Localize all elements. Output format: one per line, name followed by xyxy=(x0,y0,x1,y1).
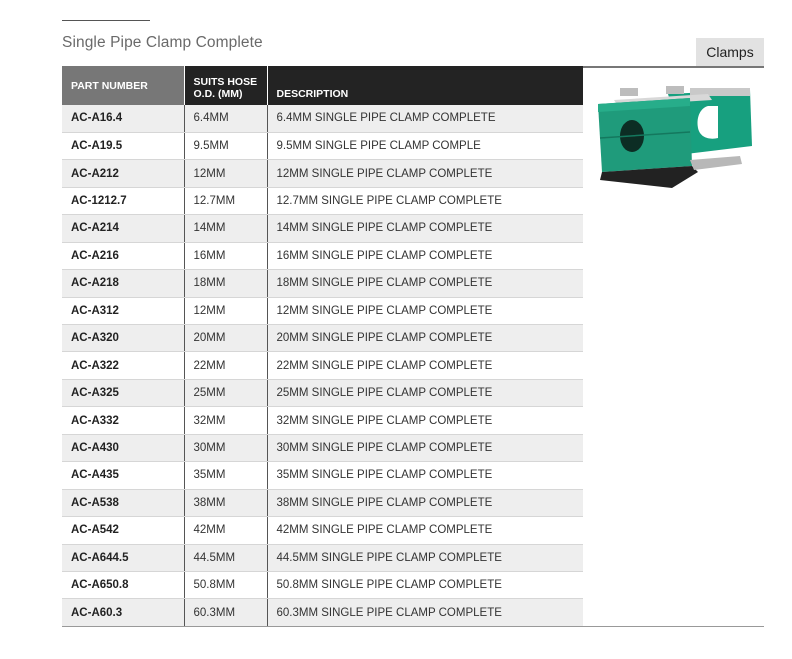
cell-part-number: AC-A538 xyxy=(62,489,184,516)
cell-description: 16MM SINGLE PIPE CLAMP COMPLETE xyxy=(267,242,583,269)
cell-hose-od: 20MM xyxy=(184,325,267,352)
table-row xyxy=(62,352,583,379)
cell-hose-od: 12MM xyxy=(184,297,267,324)
cell-hose-od: 30MM xyxy=(184,434,267,461)
cell-hose-od: 50.8MM xyxy=(184,571,267,598)
cell-hose-od: 38MM xyxy=(184,489,267,516)
cell-hose-od: 42MM xyxy=(184,517,267,544)
section-tab-clamps[interactable]: Clamps xyxy=(696,38,764,66)
table-row xyxy=(62,187,583,214)
table-row xyxy=(62,379,583,406)
table-row xyxy=(62,462,583,489)
cell-part-number: AC-A542 xyxy=(62,517,184,544)
bottom-divider xyxy=(62,626,764,627)
table-row xyxy=(62,105,583,132)
cell-part-number: AC-A322 xyxy=(62,352,184,379)
cell-hose-od: 9.5MM xyxy=(184,132,267,159)
cell-hose-od: 12.7MM xyxy=(184,187,267,214)
cell-hose-od: 32MM xyxy=(184,407,267,434)
table-row xyxy=(62,599,583,626)
table-row xyxy=(62,489,583,516)
cell-hose-od: 35MM xyxy=(184,462,267,489)
cell-description: 32MM SINGLE PIPE CLAMP COMPLETE xyxy=(267,407,583,434)
cell-hose-od: 12MM xyxy=(184,160,267,187)
table-row xyxy=(62,407,583,434)
table-row xyxy=(62,434,583,461)
section-divider xyxy=(583,66,764,68)
cell-part-number: AC-A320 xyxy=(62,325,184,352)
cell-part-number: AC-A60.3 xyxy=(62,599,184,626)
cell-hose-od: 22MM xyxy=(184,352,267,379)
cell-description: 20MM SINGLE PIPE CLAMP COMPLETE xyxy=(267,325,583,352)
cell-description: 12.7MM SINGLE PIPE CLAMP COMPLETE xyxy=(267,187,583,214)
cell-hose-od: 60.3MM xyxy=(184,599,267,626)
cell-description: 60.3MM SINGLE PIPE CLAMP COMPLETE xyxy=(267,599,583,626)
cell-hose-od: 14MM xyxy=(184,215,267,242)
table-row xyxy=(62,517,583,544)
table-row xyxy=(62,242,583,269)
cell-description: 12MM SINGLE PIPE CLAMP COMPLETE xyxy=(267,160,583,187)
table-body xyxy=(62,105,583,626)
table-row xyxy=(62,297,583,324)
cell-part-number: AC-A435 xyxy=(62,462,184,489)
cell-hose-od: 44.5MM xyxy=(184,544,267,571)
cell-part-number: AC-A19.5 xyxy=(62,132,184,159)
cell-description: 42MM SINGLE PIPE CLAMP COMPLETE xyxy=(267,517,583,544)
cell-hose-od: 25MM xyxy=(184,379,267,406)
table-row xyxy=(62,270,583,297)
cell-part-number: AC-A212 xyxy=(62,160,184,187)
cell-description: 30MM SINGLE PIPE CLAMP COMPLETE xyxy=(267,434,583,461)
cell-description: 35MM SINGLE PIPE CLAMP COMPLETE xyxy=(267,462,583,489)
cell-hose-od: 18MM xyxy=(184,270,267,297)
table-row xyxy=(62,571,583,598)
header-suits-hose-line2: O.D. (MM) xyxy=(193,88,243,100)
cell-description: 44.5MM SINGLE PIPE CLAMP COMPLETE xyxy=(267,544,583,571)
cell-description: 14MM SINGLE PIPE CLAMP COMPLETE xyxy=(267,215,583,242)
cell-part-number: AC-A430 xyxy=(62,434,184,461)
pipe-clamp-product-image xyxy=(590,76,760,196)
table-row xyxy=(62,544,583,571)
header-part-number: PART NUMBER xyxy=(62,66,184,105)
cell-description: 6.4MM SINGLE PIPE CLAMP COMPLETE xyxy=(267,105,583,132)
header-suits-hose xyxy=(184,66,267,105)
top-divider xyxy=(62,20,150,21)
header-suits-hose-line1: SUITS HOSE xyxy=(193,76,258,88)
pipe-clamp-icon xyxy=(590,76,760,196)
table-row xyxy=(62,215,583,242)
cell-part-number: AC-A312 xyxy=(62,297,184,324)
cell-description: 50.8MM SINGLE PIPE CLAMP COMPLETE xyxy=(267,571,583,598)
cell-description: 25MM SINGLE PIPE CLAMP COMPLETE xyxy=(267,379,583,406)
cell-description: 22MM SINGLE PIPE CLAMP COMPLETE xyxy=(267,352,583,379)
cell-part-number: AC-A644.5 xyxy=(62,544,184,571)
cell-part-number: AC-A332 xyxy=(62,407,184,434)
cell-description: 18MM SINGLE PIPE CLAMP COMPLETE xyxy=(267,270,583,297)
cell-description: 12MM SINGLE PIPE CLAMP COMPLETE xyxy=(267,297,583,324)
cell-part-number: AC-A325 xyxy=(62,379,184,406)
table-row xyxy=(62,325,583,352)
cell-part-number: AC-A216 xyxy=(62,242,184,269)
cell-part-number: AC-A650.8 xyxy=(62,571,184,598)
cell-part-number: AC-A214 xyxy=(62,215,184,242)
table-row xyxy=(62,160,583,187)
cell-part-number: AC-A16.4 xyxy=(62,105,184,132)
cell-description: 9.5MM SINGLE PIPE CLAMP COMPLE xyxy=(267,132,583,159)
cell-description: 38MM SINGLE PIPE CLAMP COMPLETE xyxy=(267,489,583,516)
cell-part-number: AC-1212.7 xyxy=(62,187,184,214)
table-header xyxy=(62,66,583,105)
page-title: Single Pipe Clamp Complete xyxy=(62,34,263,51)
product-table xyxy=(62,66,583,627)
cell-hose-od: 16MM xyxy=(184,242,267,269)
cell-part-number: AC-A218 xyxy=(62,270,184,297)
header-description: DESCRIPTION xyxy=(267,66,583,105)
table-row xyxy=(62,132,583,159)
cell-hose-od: 6.4MM xyxy=(184,105,267,132)
